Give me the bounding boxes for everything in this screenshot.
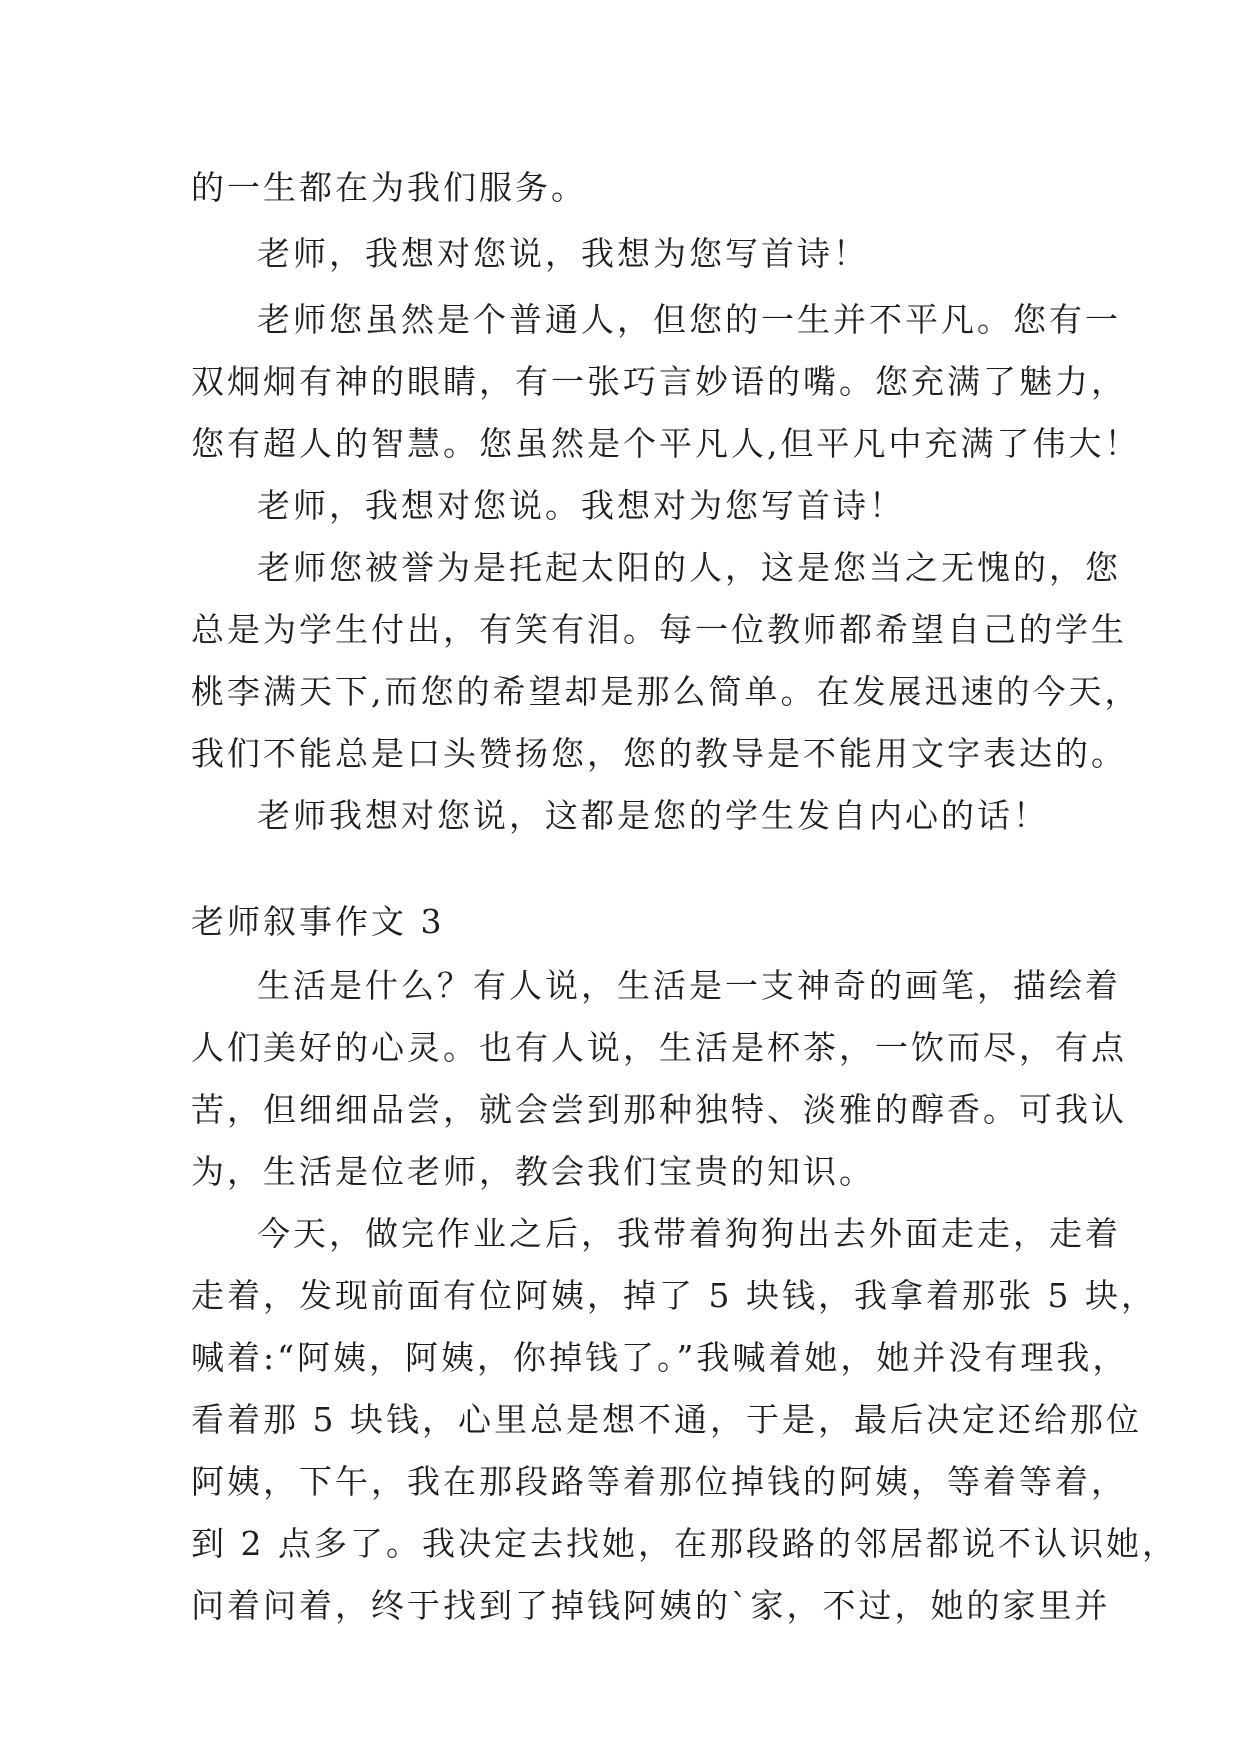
paragraph-line: 为，生活是位老师，教会我们宝贵的知识。 [191,1152,875,1191]
paragraph-line: 的一生都在为我们服务。 [191,168,587,207]
paragraph-line: 苦，但细细品尝，就会尝到那种独特、淡雅的醇香。可我认 [191,1090,1127,1129]
paragraph-line: 人们美好的心灵。也有人说，生活是杯茶，一饮而尽，有点 [191,1028,1127,1067]
section-heading: 老师叙事作文 3 [191,902,445,941]
paragraph-line: 老师我想对您说，这都是您的学生发自内心的话！ [257,796,1049,835]
paragraph-line: 喊着:“阿姨，阿姨，你掉钱了。”我喊着她，她并没有理我， [191,1338,1129,1377]
paragraph-line: 双炯炯有神的眼睛，有一张巧言妙语的嘴。您充满了魅力， [191,362,1127,401]
paragraph-line: 老师您虽然是个普通人，但您的一生并不平凡。您有一 [257,300,1121,339]
paragraph-line: 阿姨，下午，我在那段路等着那位掉钱的阿姨，等着等着， [191,1462,1127,1501]
paragraph-line: 老师，我想对您说。我想对为您写首诗！ [257,486,905,525]
paragraph-line: 问着问着，终于找到了掉钱阿姨的`家，不过，她的家里并 [191,1586,1111,1625]
paragraph-line: 总是为学生付出，有笑有泪。每一位教师都希望自己的学生 [191,610,1127,649]
paragraph-line: 走着，发现前面有位阿姨，掉了 5 块钱，我拿着那张 5 块， [191,1276,1157,1315]
paragraph-line: 您有超人的智慧。您虽然是个平凡人,但平凡中充满了伟大！ [191,424,1141,463]
paragraph-line: 老师您被誉为是托起太阳的人，这是您当之无愧的，您 [257,548,1121,587]
paragraph-line: 桃李满天下,而您的希望却是那么简单。在发展迅速的今天， [191,672,1141,711]
paragraph-line: 生活是什么？有人说，生活是一支神奇的画笔，描绘着 [257,966,1121,1005]
paragraph-line: 老师，我想对您说，我想为您写首诗！ [257,234,869,273]
paragraph-line: 我们不能总是口头赞扬您，您的教导是不能用文字表达的。 [191,734,1127,773]
paragraph-line: 今天，做完作业之后，我带着狗狗出去外面走走，走着 [257,1214,1121,1253]
paragraph-line: 到 2 点多了。我决定去找她，在那段路的邻居都说不认识她， [191,1524,1178,1563]
paragraph-line: 看着那 5 块钱，心里总是想不通，于是，最后决定还给那位 [191,1400,1142,1439]
